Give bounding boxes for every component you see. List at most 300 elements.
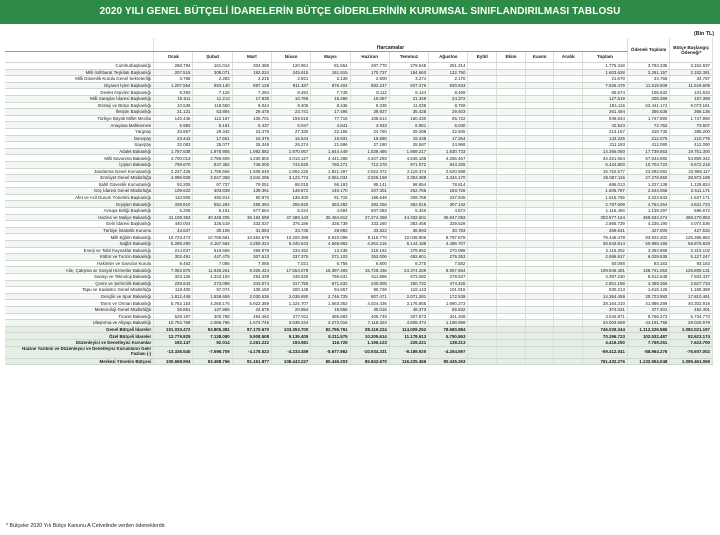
value-cell: 38.543.814: [583, 241, 628, 248]
value-cell: 36.993: [389, 227, 428, 234]
value-cell: 303.977.164: [583, 214, 628, 221]
value-cell: 5.151: [193, 208, 232, 215]
value-cell: [525, 274, 554, 281]
value-cell: [468, 306, 497, 313]
value-cell: 4.013.127: [272, 155, 311, 162]
value-cell: [468, 234, 497, 241]
value-cell: 3.042.871: [583, 313, 628, 320]
value-cell: 9.144: [389, 89, 428, 96]
value-cell: 148.972: [272, 188, 311, 195]
value-cell: 5.047: [272, 122, 311, 129]
value-cell: [525, 135, 554, 142]
value-cell: 353.006: [350, 254, 389, 261]
value-cell: 114.009.252: [389, 326, 428, 333]
value-cell: 843.325: [429, 161, 468, 168]
value-cell: 1.990.273: [429, 300, 468, 307]
institution-name: Dışişleri Bakanlığı: [5, 201, 154, 208]
value-cell: 3.363.868: [627, 247, 669, 254]
value-cell: [468, 346, 497, 358]
value-cell: 1.128.824: [670, 181, 713, 188]
value-cell: [525, 254, 554, 261]
value-cell: 34.321.664: [583, 155, 628, 162]
value-cell: 116.729: [311, 339, 350, 346]
value-cell: 8.557.654: [429, 267, 468, 274]
table-row: [5, 300, 713, 307]
value-cell: 2.620.588: [429, 168, 468, 175]
value-cell: 8.810.099: [311, 234, 350, 241]
institution-name: Diyanet İşleri Başkanlığı: [5, 82, 154, 89]
value-cell: [468, 63, 497, 70]
institution-name: Devlet Arşivleri Başkanlığı: [5, 89, 154, 96]
value-cell: 1.324.707: [272, 300, 311, 307]
value-cell: [525, 241, 554, 248]
institution-name: Özel Bütçeli İdareler: [5, 333, 154, 340]
value-cell: [497, 300, 526, 307]
value-cell: 551.284: [193, 201, 232, 208]
value-cell: 255.625: [272, 201, 311, 208]
value-cell: 7.933.337: [670, 274, 713, 281]
value-cell: 79.446.478: [583, 234, 628, 241]
institution-name: Cumhurbaşkanlığı: [5, 63, 154, 70]
value-cell: 210.775: [670, 135, 713, 142]
value-cell: [525, 76, 554, 83]
value-cell: -9.189.920: [389, 346, 428, 358]
value-cell: 4.489.707: [429, 241, 468, 248]
value-cell: 106.632: [627, 89, 669, 96]
value-cell: [554, 148, 583, 155]
value-cell: [468, 161, 497, 168]
value-cell: [554, 89, 583, 96]
column-header: Mart: [232, 52, 271, 63]
value-cell: [497, 95, 526, 102]
value-cell: 876.404: [311, 82, 350, 89]
table-row: [5, 89, 713, 96]
value-cell: 16.580: [350, 135, 389, 142]
value-cell: 3.768: [154, 76, 193, 83]
value-cell: 109.622: [154, 188, 193, 195]
value-cell: [525, 333, 554, 340]
value-cell: 125.396.862: [670, 234, 713, 241]
column-header: Eylül: [468, 52, 497, 63]
value-cell: [525, 358, 554, 365]
value-cell: 3.319.102: [670, 247, 713, 254]
value-cell: 1.683.352: [311, 300, 350, 307]
value-cell: 73.607: [670, 122, 713, 129]
value-cell: [554, 128, 583, 135]
value-cell: 24.575: [232, 306, 271, 313]
value-cell: [554, 339, 583, 346]
value-cell: 671.632: [311, 280, 350, 287]
value-cell: 477.401: [627, 306, 669, 313]
value-cell: [497, 181, 526, 188]
value-cell: 4.841: [311, 122, 350, 129]
value-cell: 307.513: [232, 254, 271, 261]
value-cell: 2.900: [350, 76, 389, 83]
value-cell: [468, 313, 497, 320]
value-cell: 93.163: [627, 260, 669, 267]
value-cell: [497, 214, 526, 221]
value-cell: 352.816: [389, 201, 428, 208]
value-cell: 40.302.916: [670, 300, 713, 307]
value-cell: [468, 358, 497, 365]
value-cell: -88.964.276: [627, 346, 669, 358]
value-cell: [497, 221, 526, 228]
institution-name: Ulaştırma ve Altyapı Bakanlığı: [5, 320, 154, 327]
value-cell: 4.568.962: [311, 241, 350, 248]
value-cell: 930.213: [583, 287, 628, 294]
value-cell: 67.737: [193, 181, 232, 188]
value-cell: 4.397.230: [583, 274, 628, 281]
institution-name: Türkiye İstatistik Kurumu: [5, 227, 154, 234]
value-cell: 744.525: [272, 161, 311, 168]
institution-name: Sağlık Bakanlığı: [5, 241, 154, 248]
value-cell: 85.446.203: [311, 358, 350, 365]
value-cell: 237.375: [272, 254, 311, 261]
value-cell: 6.424.803: [583, 161, 628, 168]
institution-name: Aile, Çalışma ve Sosyal Hizmetler Bakanlığı: [5, 267, 154, 274]
value-cell: 333.260: [350, 221, 389, 228]
value-cell: 403.839: [193, 188, 232, 195]
column-header: Haziran: [350, 52, 389, 63]
value-cell: 339.528: [429, 221, 468, 228]
institution-name: Göç İdaresi Genel Müdürlüğü: [5, 188, 154, 195]
institution-name: Milli Savunma Bakanlığı: [5, 155, 154, 162]
value-cell: [525, 201, 554, 208]
table-row: [5, 109, 713, 116]
value-cell: 7.294: [232, 89, 271, 96]
value-cell: 96.193: [311, 181, 350, 188]
value-cell: [468, 267, 497, 274]
value-cell: 44.332.601: [389, 214, 428, 221]
value-cell: 60.068: [583, 260, 628, 267]
value-cell: 1.615.765: [583, 194, 628, 201]
value-cell: 7.086: [193, 260, 232, 267]
value-cell: 159.018: [272, 115, 311, 122]
value-cell: 3.176.855: [389, 300, 428, 307]
value-cell: 4.187.584: [193, 241, 232, 248]
value-cell: [554, 155, 583, 162]
value-cell: 125.809.131: [670, 267, 713, 274]
value-cell: 29.298: [389, 128, 428, 135]
value-cell: 2.921: [272, 76, 311, 83]
value-cell: [554, 109, 583, 116]
value-cell: 205.399: [627, 95, 669, 102]
value-cell: 33.745: [272, 227, 311, 234]
value-cell: 251.314: [429, 63, 468, 70]
value-cell: 1.615.126: [627, 287, 669, 294]
value-cell: 761.432.276: [583, 358, 628, 365]
value-cell: 200.148: [272, 287, 311, 294]
value-cell: 4.256.467: [429, 155, 468, 162]
value-cell: 1.082.021.197: [670, 326, 713, 333]
institution-name: Çevre ve Şehircilik Bakanlığı: [5, 280, 154, 287]
table-row: [5, 254, 713, 261]
value-cell: 7.138.080: [193, 333, 232, 340]
value-cell: 1.644.449: [311, 148, 350, 155]
value-cell: 385.200: [670, 128, 713, 135]
value-cell: 4.024.436: [350, 300, 389, 307]
column-header: Ağustos: [429, 52, 468, 63]
value-cell: [468, 333, 497, 340]
value-cell: 101.632: [670, 89, 713, 96]
value-cell: 22.166: [311, 128, 350, 135]
value-cell: [525, 260, 554, 267]
value-cell: 4.631.723: [670, 201, 713, 208]
value-cell: [525, 148, 554, 155]
value-cell: [525, 175, 554, 182]
value-cell: 7.118.324: [350, 320, 389, 327]
value-cell: 11.178.613: [389, 333, 428, 340]
value-cell: 8.275: [389, 260, 428, 267]
value-cell: 412.090: [627, 142, 669, 149]
value-cell: 79.051: [232, 181, 271, 188]
value-cell: [468, 300, 497, 307]
value-cell: [525, 142, 554, 149]
column-header: Ocak: [154, 52, 193, 63]
header-institution: [5, 52, 154, 63]
value-cell: [554, 346, 583, 358]
value-cell: 138.741.053: [627, 267, 669, 274]
value-cell: [554, 227, 583, 234]
value-cell: [497, 287, 526, 294]
value-cell: 405.749: [350, 313, 389, 320]
value-cell: 77.716: [311, 115, 350, 122]
institution-name: Sahil Güvenlik Komutanlığı: [5, 181, 154, 188]
value-cell: [497, 161, 526, 168]
value-cell: [525, 181, 554, 188]
value-cell: [497, 168, 526, 175]
value-cell: 72.762: [627, 122, 669, 129]
value-cell: 4.933: [350, 122, 389, 129]
value-cell: 287.770: [350, 63, 389, 70]
table-row: [5, 247, 713, 254]
value-cell: 799.870: [154, 161, 193, 168]
value-cell: 3.353.388: [389, 175, 428, 182]
value-cell: 78.680.884: [429, 326, 468, 333]
table-row: [5, 76, 713, 83]
value-cell: 1.812.448: [154, 293, 193, 300]
value-cell: 30.106: [193, 227, 232, 234]
value-cell: 127.619: [583, 95, 628, 102]
value-cell: [525, 82, 554, 89]
value-cell: [554, 135, 583, 142]
value-cell: 8.436: [311, 102, 350, 109]
value-cell: 1.133.554.048: [627, 358, 669, 365]
value-cell: [554, 267, 583, 274]
table-row: [5, 201, 713, 208]
value-cell: 339.810: [154, 201, 193, 208]
table-row: [5, 214, 713, 221]
value-cell: 35.428: [389, 109, 428, 116]
value-cell: 16.087: [350, 95, 389, 102]
value-cell: [554, 142, 583, 149]
table-row: [5, 102, 713, 109]
value-cell: [525, 313, 554, 320]
value-cell: [468, 221, 497, 228]
value-cell: 34.766: [627, 76, 669, 83]
value-cell: 207.301: [350, 188, 389, 195]
value-cell: [525, 293, 554, 300]
value-cell: 34.003.558: [583, 320, 628, 327]
value-cell: 29.475: [232, 109, 271, 116]
value-cell: 24.374.269: [389, 267, 428, 274]
value-cell: [554, 208, 583, 215]
table-row: [5, 135, 713, 142]
value-cell: 2.170: [429, 76, 468, 83]
value-cell: 29.403: [429, 109, 468, 116]
budget-table: [5, 38, 713, 365]
value-cell: 577.654: [232, 208, 271, 215]
value-cell: [554, 95, 583, 102]
value-cell: 1.747.890: [627, 115, 669, 122]
value-cell: [468, 260, 497, 267]
value-cell: 23.443: [154, 135, 193, 142]
value-cell: 2.283: [193, 76, 232, 83]
value-cell: [468, 109, 497, 116]
value-cell: 214.637: [154, 247, 193, 254]
value-cell: 15.728.436: [350, 267, 389, 274]
value-cell: 271.103: [311, 254, 350, 261]
value-cell: [468, 122, 497, 129]
value-cell: 91.161.877: [232, 358, 271, 365]
value-cell: 57.544.882: [627, 155, 669, 162]
value-cell: 10.552.579: [232, 234, 271, 241]
value-cell: 184.116: [583, 102, 628, 109]
value-cell: 11.519.609: [627, 82, 669, 89]
institution-name: Tapu ve Kadastro Genel Müdürlüğü: [5, 287, 154, 294]
value-cell: [468, 175, 497, 182]
value-cell: [497, 188, 526, 195]
value-cell: 39.927: [350, 109, 389, 116]
value-cell: [497, 109, 526, 116]
value-cell: 3.152.937: [670, 63, 713, 70]
value-cell: 3.334.170: [429, 175, 468, 182]
value-cell: [497, 346, 526, 358]
value-cell: [554, 313, 583, 320]
value-cell: [525, 247, 554, 254]
value-cell: 27.274.358: [350, 214, 389, 221]
value-cell: 2.261.222: [232, 339, 271, 346]
value-cell: 528.197: [154, 313, 193, 320]
value-cell: 10.704.722: [627, 161, 669, 168]
value-cell: [554, 234, 583, 241]
value-cell: 170.737: [350, 69, 389, 76]
value-cell: 696.672: [670, 208, 713, 215]
value-cell: 255.394: [232, 201, 271, 208]
institution-name: Merkezi Yönetim Bütçesi: [5, 358, 154, 365]
value-cell: 30.783: [429, 227, 468, 234]
value-cell: [497, 333, 526, 340]
value-cell: [525, 115, 554, 122]
value-cell: [525, 267, 554, 274]
value-cell: 7.582: [429, 260, 468, 267]
table-row: [5, 122, 713, 129]
value-cell: 8.797.676: [429, 234, 468, 241]
value-cell: [554, 82, 583, 89]
value-cell: 245.915: [272, 69, 311, 76]
value-cell: [554, 326, 583, 333]
table-row: [5, 161, 713, 168]
header-odenek-toplami: Ödenek Toplamı: [627, 38, 669, 63]
value-cell: -59.412.041: [583, 346, 628, 358]
value-cell: 1.603.628: [583, 69, 628, 76]
value-cell: 288.784: [154, 63, 193, 70]
value-cell: 192.147: [154, 339, 193, 346]
value-cell: 83.922.402: [627, 234, 669, 241]
value-cell: 3.042.296: [232, 175, 271, 182]
value-cell: 80.345.263: [429, 358, 468, 365]
value-cell: 7.082.876: [154, 267, 193, 274]
value-cell: 308.071: [193, 69, 232, 76]
value-cell: [554, 201, 583, 208]
value-cell: 2.071.281: [389, 293, 428, 300]
value-cell: 1.830.733: [429, 148, 468, 155]
value-cell: [468, 293, 497, 300]
value-cell: [468, 115, 497, 122]
value-cell: 2.237.428: [154, 168, 193, 175]
value-cell: [468, 241, 497, 248]
institution-name: Hazine ve Maliye Bakanlığı: [5, 214, 154, 221]
value-cell: [525, 339, 554, 346]
value-cell: 6.144.188: [389, 241, 428, 248]
value-cell: 32.083: [154, 142, 193, 149]
value-cell: 318.735: [627, 128, 669, 135]
value-cell: 97.074: [193, 287, 232, 294]
value-cell: 10.539: [154, 102, 193, 109]
value-cell: [497, 128, 526, 135]
value-cell: 1.112.226.586: [627, 326, 669, 333]
value-cell: 4.096.928: [154, 175, 193, 182]
value-cell: 30.484.812: [311, 214, 350, 221]
value-cell: 278.537: [429, 274, 468, 281]
value-cell: 20.723.983: [627, 293, 669, 300]
value-cell: 335.739: [311, 221, 350, 228]
table-row: [5, 155, 713, 162]
value-cell: 4.347.293: [350, 155, 389, 162]
table-row: [5, 175, 713, 182]
value-cell: 23.479: [232, 128, 271, 135]
table-row: [5, 82, 713, 89]
value-cell: 4.230.802: [232, 155, 271, 162]
value-cell: 1.775.318: [583, 63, 628, 70]
value-cell: 4.389.366: [627, 280, 669, 287]
institution-name: Emniyet Genel Müdürlüğü: [5, 175, 154, 182]
value-cell: 2.022.372: [350, 168, 389, 175]
value-cell: [468, 142, 497, 149]
value-cell: 494.462: [232, 313, 271, 320]
value-cell: 139.391: [232, 188, 271, 195]
value-cell: 2.511.171: [670, 188, 713, 195]
value-cell: 2.827.733: [670, 280, 713, 287]
value-cell: 326.519: [193, 221, 232, 228]
value-cell: 43.637: [154, 227, 193, 234]
value-cell: 1.116.494: [583, 208, 628, 215]
value-cell: 81.554: [311, 63, 350, 70]
value-cell: 4.441.288: [311, 155, 350, 162]
value-cell: 333.037: [232, 221, 271, 228]
value-cell: 87.170.670: [232, 326, 271, 333]
institution-name: Hakimler ve Savcılar Kurulu: [5, 260, 154, 267]
group-header-harcamalar: Harcamalar: [154, 38, 628, 52]
institution-name: Genel Bütçeli İdareler: [5, 326, 154, 333]
value-cell: 85.842.670: [350, 358, 389, 365]
value-cell: 48.373: [389, 306, 428, 313]
value-cell: 5.790.863: [429, 333, 468, 340]
value-cell: 33.857: [154, 128, 193, 135]
value-cell: 1.198.999: [429, 320, 468, 327]
value-cell: [525, 280, 554, 287]
value-cell: 44.191.755: [627, 320, 669, 327]
